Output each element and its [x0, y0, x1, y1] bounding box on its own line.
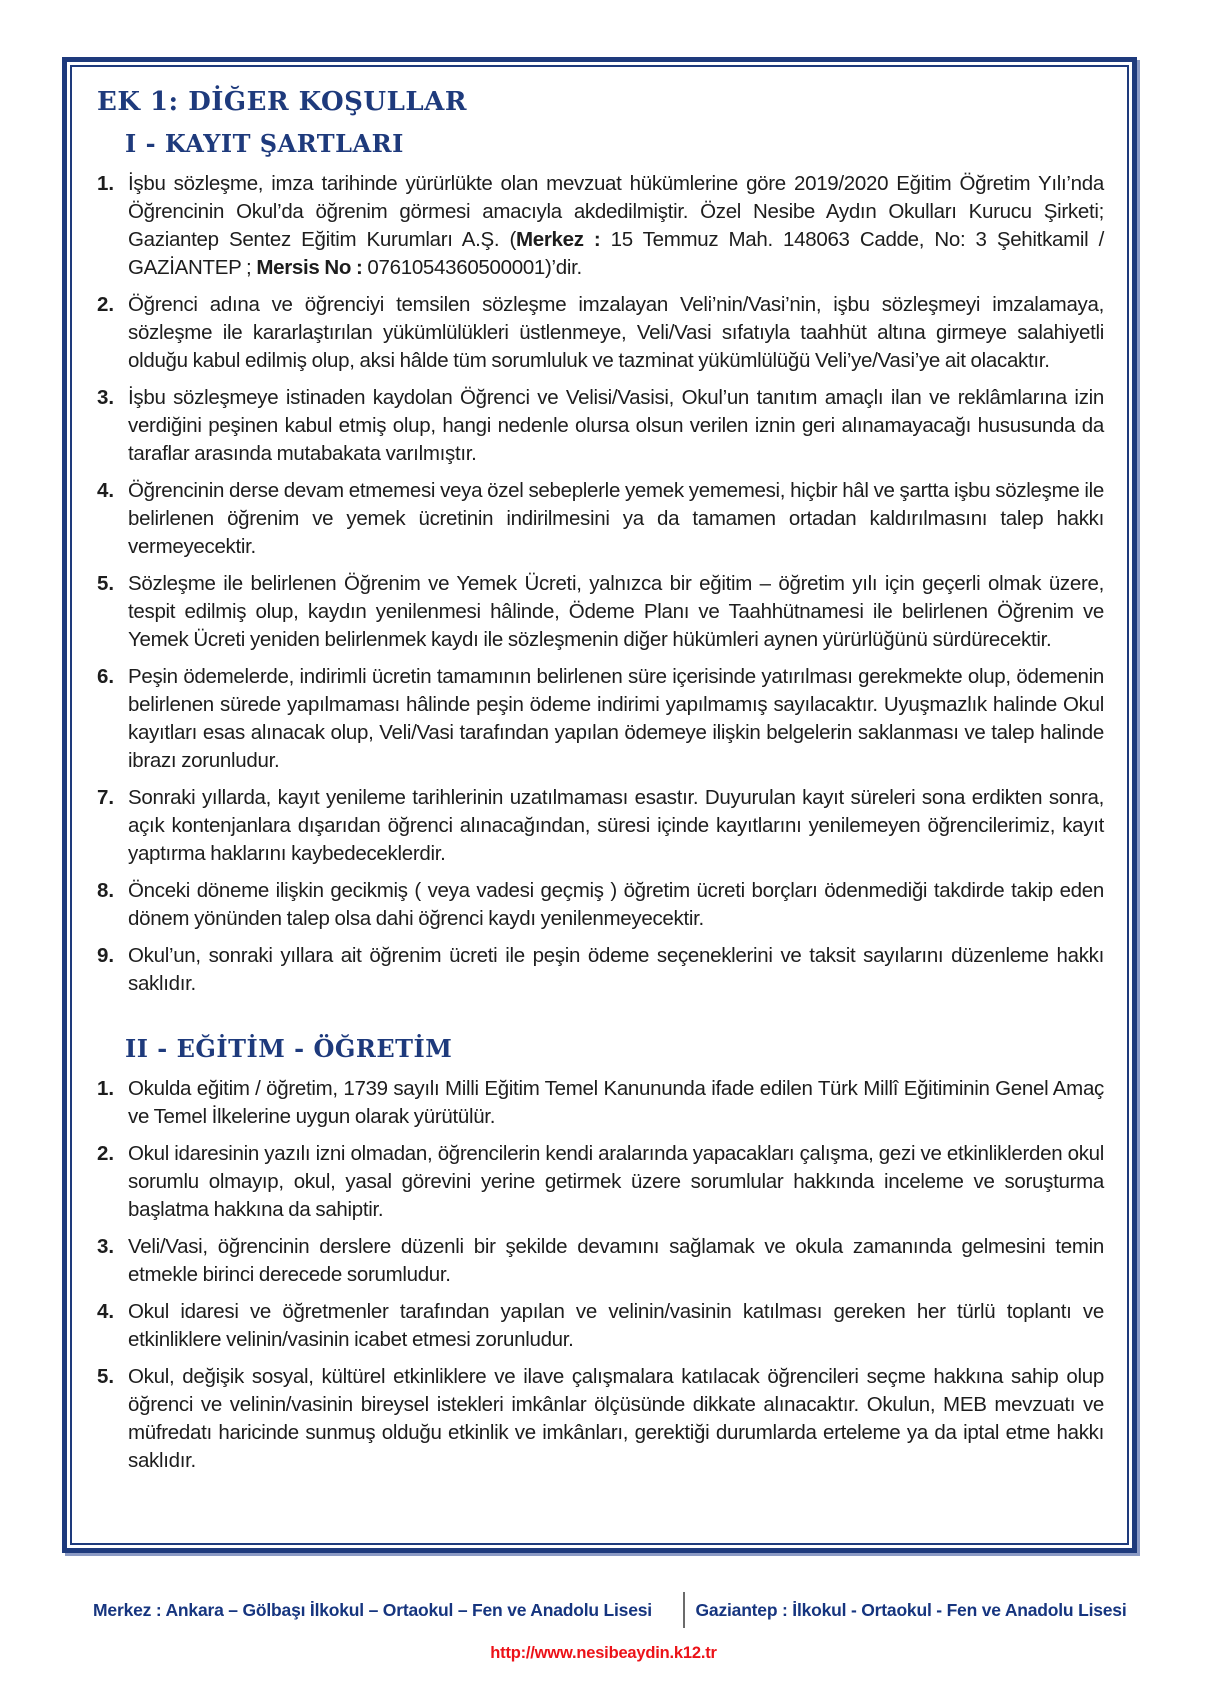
clause-text: Okul idaresi ve öğretmenler tarafından yapılan ve velinin/vasinin katılması gereken her türlü toplantı ve etkinliklere velinin/vasinin icabet etmesi zorunludur.: [128, 1300, 1104, 1351]
clause-number: 2.: [97, 1142, 115, 1165]
clause: [95, 384, 1104, 468]
clause: [95, 877, 1104, 933]
page-title: EK 1: DİĞER KOŞULLAR: [97, 87, 467, 117]
clause-text: Okul, değişik sosyal, kültürel etkinliklere ve ilave çalışmalara katılacak öğrencileri seçme hakkına sahip olup öğrenci ve velinin/vasinin bireysel istekleri imkânlar ölçüsünde dikkate alınacaktır. Okulun, MEB mevzuatı ve müfredatı haricinde sunmuş olduğu etkinlik ve imkânları, gerektiği durumlarda erteleme ya da iptal etme hakkı saklıdır.: [128, 1365, 1104, 1472]
clause-number: 8.: [97, 879, 115, 902]
clause-text: Veli/Vasi, öğrencinin derslere düzenli bir şekilde devamını sağlamak ve okula zamanında gelmesini temin etmekle birinci derecede sorumludur.: [128, 1235, 1104, 1286]
section-heading: II - EĞİTİM - ÖĞRETİM: [125, 1034, 453, 1063]
clause: [95, 291, 1104, 375]
clause-number: 9.: [97, 944, 115, 967]
clause-text: İşbu sözleşmeye istinaden kaydolan Öğrenci ve Velisi/Vasisi, Okul’un tanıtım amaçlı ilan ve reklâmlarına izin verdiğini peşinen kabul etmiş olup, hangi nedenle olursa olsun verilen iznin geri alınamayacağı hususunda da taraflar arasında mutabakata varılmıştır.: [128, 386, 1104, 465]
clause-number: 1.: [97, 1077, 115, 1100]
clause-number: 4.: [97, 1300, 115, 1323]
clause: [95, 784, 1104, 868]
clause-text: Önceki döneme ilişkin gecikmiş ( veya vadesi geçmiş ) öğretim ücreti borçları ödenmediği takdirde takip eden dönem yönünden talep olsa dahi öğrenci kaydı yenilenmeyecektir.: [128, 879, 1104, 930]
clause-number: 5.: [97, 1365, 115, 1388]
clause: [95, 170, 1104, 282]
clause-number: 1.: [97, 172, 115, 195]
clause: [95, 1140, 1104, 1224]
clause-text-bold: Merkez :: [515, 228, 601, 251]
footer-campus-gaziantep: Gaziantep : İlkokul - Ortaokul - Fen ve Anadolu Lisesi: [695, 1599, 1127, 1620]
clause-number: 6.: [97, 665, 115, 688]
clause-text-segment: 15 Temmuz Mah. 148063 Cadde, No: 3 Şehitkamil / GAZİANTEP ;: [128, 228, 1104, 279]
clause-text: Sonraki yıllarda, kayıt yenileme tarihlerinin uzatılmaması esastır. Duyurulan kayıt süreleri sona erdikten sonra, açık kontenjanlara dışarıdan öğrenci alınacağından, süresi içinde kayıtlarını yenilemeyen öğrencilerimiz, kayıt yaptırma haklarını kaybedeceklerdir.: [128, 786, 1104, 865]
clause-text-bold: Mersis No :: [256, 256, 363, 279]
clause-number: 7.: [97, 786, 115, 809]
clause-number: 2.: [97, 293, 115, 316]
clause-text: Peşin ödemelerde, indirimli ücretin tamamının belirlenen süre içerisinde yatırılması gerekmekte olup, ödemenin belirlenen sürede yapılmaması hâlinde peşin ödeme indirimi yapılmamış sayılacaktır. Uyuşmazlık halinde Okul kayıtları esas alınacak olup, Veli/Vasi tarafından yapılan ödemeye ilişkin belgelerin saklanması ve talep halinde ibrazı zorunludur.: [128, 665, 1104, 772]
clause-text: Sözleşme ile belirlenen Öğrenim ve Yemek Ücreti, yalnızca bir eğitim – öğretim yılı için geçerli olmak üzere, tespit edilmiş olup, kaydın yenilenmesi hâlinde, Ödeme Planı ve Taahhütnamesi ile belirlenen Öğrenim ve Yemek Ücreti yeniden belirlenmek kaydı ile sözleşmenin diğer hükümleri aynen yürürlüğünü sürdürecektir.: [128, 572, 1104, 651]
clause-text: Öğrenci adına ve öğrenciyi temsilen sözleşme imzalayan Veli’nin/Vasi’nin, işbu sözleşmeyi imzalamaya, sözleşme ile kararlaştırılan yükümlülükleri üstlenmeye, Veli/Vasi sıfatıyla taahhüt altına girmeye salahiyetli olduğu kabul edilmiş olup, aksi hâlde tüm sorumluluk ve tazminat yükümlülüğü Veli’ye/Vasi’ye ait olacaktır.: [128, 293, 1104, 372]
clause: [95, 1233, 1104, 1289]
clause-number: 5.: [97, 572, 115, 595]
section-heading: I - KAYIT ŞARTLARI: [125, 129, 404, 158]
clause: [95, 477, 1104, 561]
clause-number: 3.: [97, 386, 115, 409]
section-kayit-sartlari: [95, 129, 1104, 998]
clause-text: Okul’un, sonraki yıllara ait öğrenim ücreti ile peşin ödeme seçeneklerini ve taksit sayılarını düzenleme hakkı saklıdır.: [128, 944, 1104, 995]
clause: [95, 1298, 1104, 1354]
clause: [95, 1075, 1104, 1131]
footer: [62, 1592, 1137, 1628]
clause-number: 3.: [97, 1235, 115, 1258]
clause: [95, 1363, 1104, 1475]
clause-text-segment: 0761054360500001)’dir.: [362, 256, 582, 279]
clause-text: Okulda eğitim / öğretim, 1739 sayılı Milli Eğitim Temel Kanununda ifade edilen Türk Millî Eğitiminin Genel Amaç ve Temel İlkelerine uygun olarak yürütülür.: [128, 1077, 1104, 1128]
clause: [95, 663, 1104, 775]
document-frame-inner: [70, 65, 1129, 1545]
clause-text: Öğrencinin derse devam etmemesi veya özel sebeplerle yemek yememesi, hiçbir hâl ve şartta işbu sözleşme ile belirlenen öğrenim ve yemek ücretinin indirilmesini ya da tamamen ortadan kaldırılmasını talep hakkı vermeyecektir.: [128, 479, 1104, 558]
clause: [95, 570, 1104, 654]
clause-number: 4.: [97, 479, 115, 502]
clause-text: [128, 172, 1104, 279]
clause-text-segment: İşbu sözleşme, imza tarihinde yürürlükte olan mevzuat hükümlerine göre 2019/2020 Eğitim Öğretim Yılı’nda Öğrencinin Okul’da öğrenim görmesi amacıyla akdedilmiştir. Özel Nesibe Aydın Okulları Kurucu Şirketi; Gaziantep Sentez Eğitim Kurumları A.Ş. (: [128, 172, 1104, 251]
document-frame: [62, 57, 1137, 1553]
section-egitim-ogretim: [95, 1034, 1104, 1475]
website-url: http://www.nesibeaydin.k12.tr: [490, 1644, 717, 1662]
clause: [95, 942, 1104, 998]
clause-text: Okul idaresinin yazılı izni olmadan, öğrencilerin kendi aralarında yapacakları çalışma, gezi ve etkinliklerden okul sorumlu olmayıp, okul, yasal görevini yerine getirmek üzere sorumlular hakkında inceleme ve soruşturma başlatma hakkına da sahiptir.: [128, 1142, 1104, 1221]
footer-campus-merkez: Merkez : Ankara – Gölbaşı İlkokul – Ortaokul – Fen ve Anadolu Lisesi: [93, 1599, 652, 1620]
